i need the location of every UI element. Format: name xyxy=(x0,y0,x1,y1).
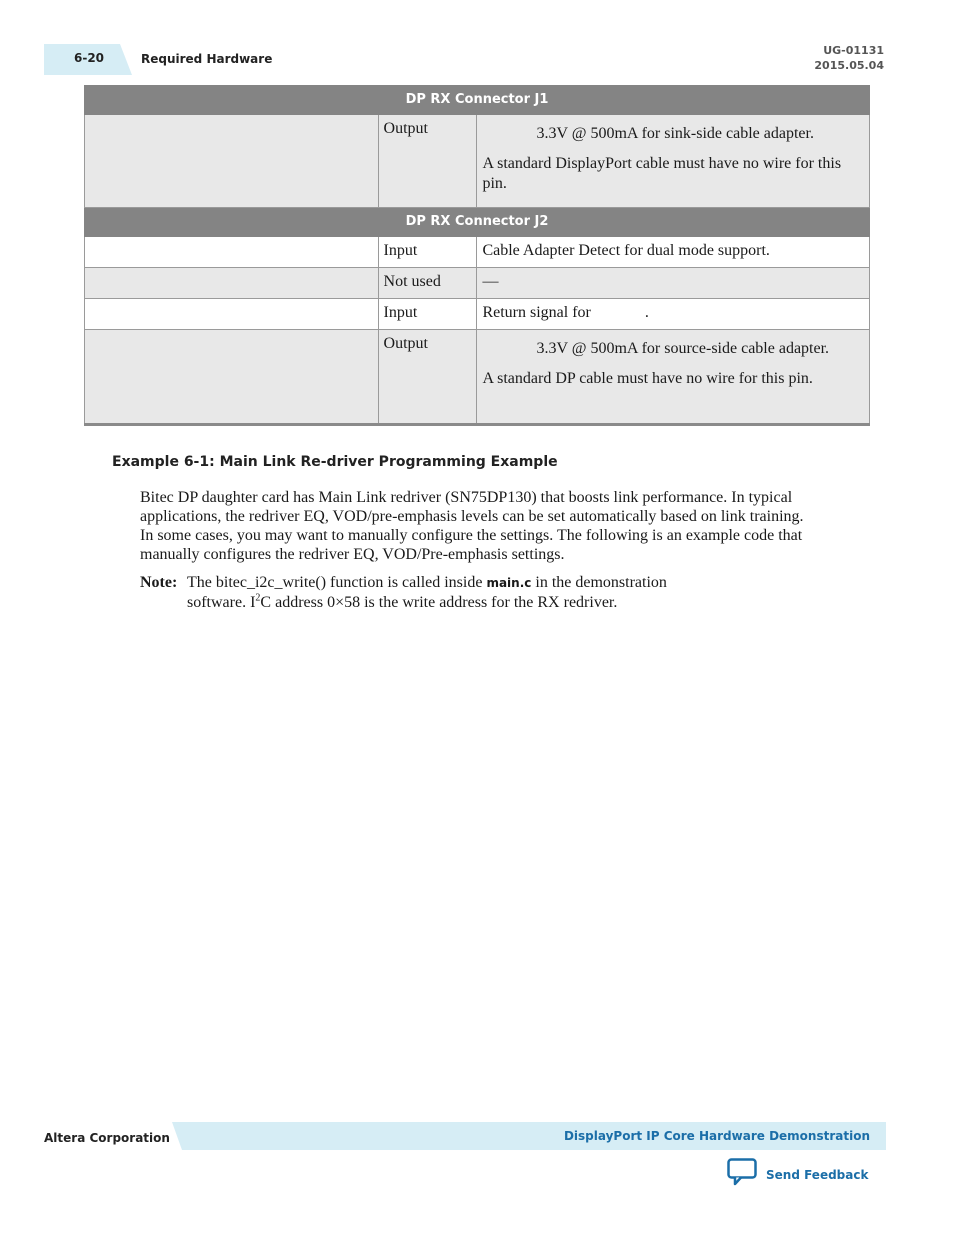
description-line: A standard DP cable must have no wire for this pin. xyxy=(482,370,813,387)
description-cell xyxy=(477,299,870,330)
table-section-header xyxy=(85,86,870,115)
note-line-1 xyxy=(140,573,740,593)
table-section-header xyxy=(85,208,870,237)
pin-table xyxy=(84,85,870,424)
direction-cell: Input xyxy=(378,237,477,268)
direction-cell: Not used xyxy=(378,268,477,299)
document-id-block xyxy=(814,43,884,73)
table-row xyxy=(85,268,870,299)
signal-name-cell xyxy=(85,330,379,424)
note-text: The bitec_i2c_write() function is called inside xyxy=(187,574,483,591)
example-paragraph: Bitec DP daughter card has Main Link redriver (SN75DP130) that boosts link performance. In typical applications, the redriver EQ, VOD/pre-emphasis levels can be set automatically based on link training. In some cases, you may want to manually configure the settings. The following is an example code that manually configures the redriver EQ, VOD/Pre-emphasis settings. xyxy=(140,489,804,563)
signal-name-cell xyxy=(85,115,379,208)
send-feedback-label: Send Feedback xyxy=(766,1167,869,1182)
description-text: Return signal for xyxy=(482,304,591,321)
signal-name-cell xyxy=(85,268,379,299)
description-cell: — xyxy=(477,268,870,299)
table-row xyxy=(85,299,870,330)
note-label: Note: xyxy=(140,574,178,591)
note-text: in the demonstration xyxy=(535,574,667,591)
description-line: 3.3V @ 500mA for source-side cable adapter. xyxy=(536,340,830,357)
direction-cell: Output xyxy=(378,330,477,424)
signal-name-cell xyxy=(85,237,379,268)
table-row xyxy=(85,237,870,268)
signal-name-cell xyxy=(85,299,379,330)
document-date: 2015.05.04 xyxy=(814,59,884,72)
example-title: Example 6-1: Main Link Re-driver Programming Example xyxy=(112,454,558,470)
speech-bubble-icon xyxy=(727,1158,757,1191)
page-number: 6-20 xyxy=(74,51,105,65)
direction-cell: Input xyxy=(378,299,477,330)
description-line: 3.3V @ 500mA for sink-side cable adapter. xyxy=(536,125,814,142)
description-cell xyxy=(477,330,870,424)
j1-header: DP RX Connector J1 xyxy=(85,86,870,115)
send-feedback-link[interactable] xyxy=(727,1158,868,1191)
note-line-2 xyxy=(140,593,740,612)
table-row xyxy=(85,115,870,208)
description-cell xyxy=(477,115,870,208)
table-bottom-rule xyxy=(84,423,870,426)
footer-document-title[interactable]: DisplayPort IP Core Hardware Demonstration xyxy=(563,1129,870,1143)
section-title: Required Hardware xyxy=(141,52,273,66)
j2-header: DP RX Connector J2 xyxy=(85,208,870,237)
note-text: software. I xyxy=(187,594,256,611)
note-text: C address 0×58 is the write address for the RX redriver. xyxy=(260,594,618,611)
table-row xyxy=(85,330,870,424)
document-id: UG-01131 xyxy=(823,44,884,57)
superscript: 2 xyxy=(255,592,261,604)
description-suffix: . xyxy=(644,304,649,321)
description-cell: Cable Adapter Detect for dual mode support. xyxy=(477,237,870,268)
direction-cell: Output xyxy=(378,115,477,208)
note-block xyxy=(140,573,740,612)
file-name: main.c xyxy=(486,576,532,590)
footer-company: Altera Corporation xyxy=(44,1131,170,1145)
description-line: A standard DisplayPort cable must have no wire for this pin. xyxy=(482,155,842,192)
